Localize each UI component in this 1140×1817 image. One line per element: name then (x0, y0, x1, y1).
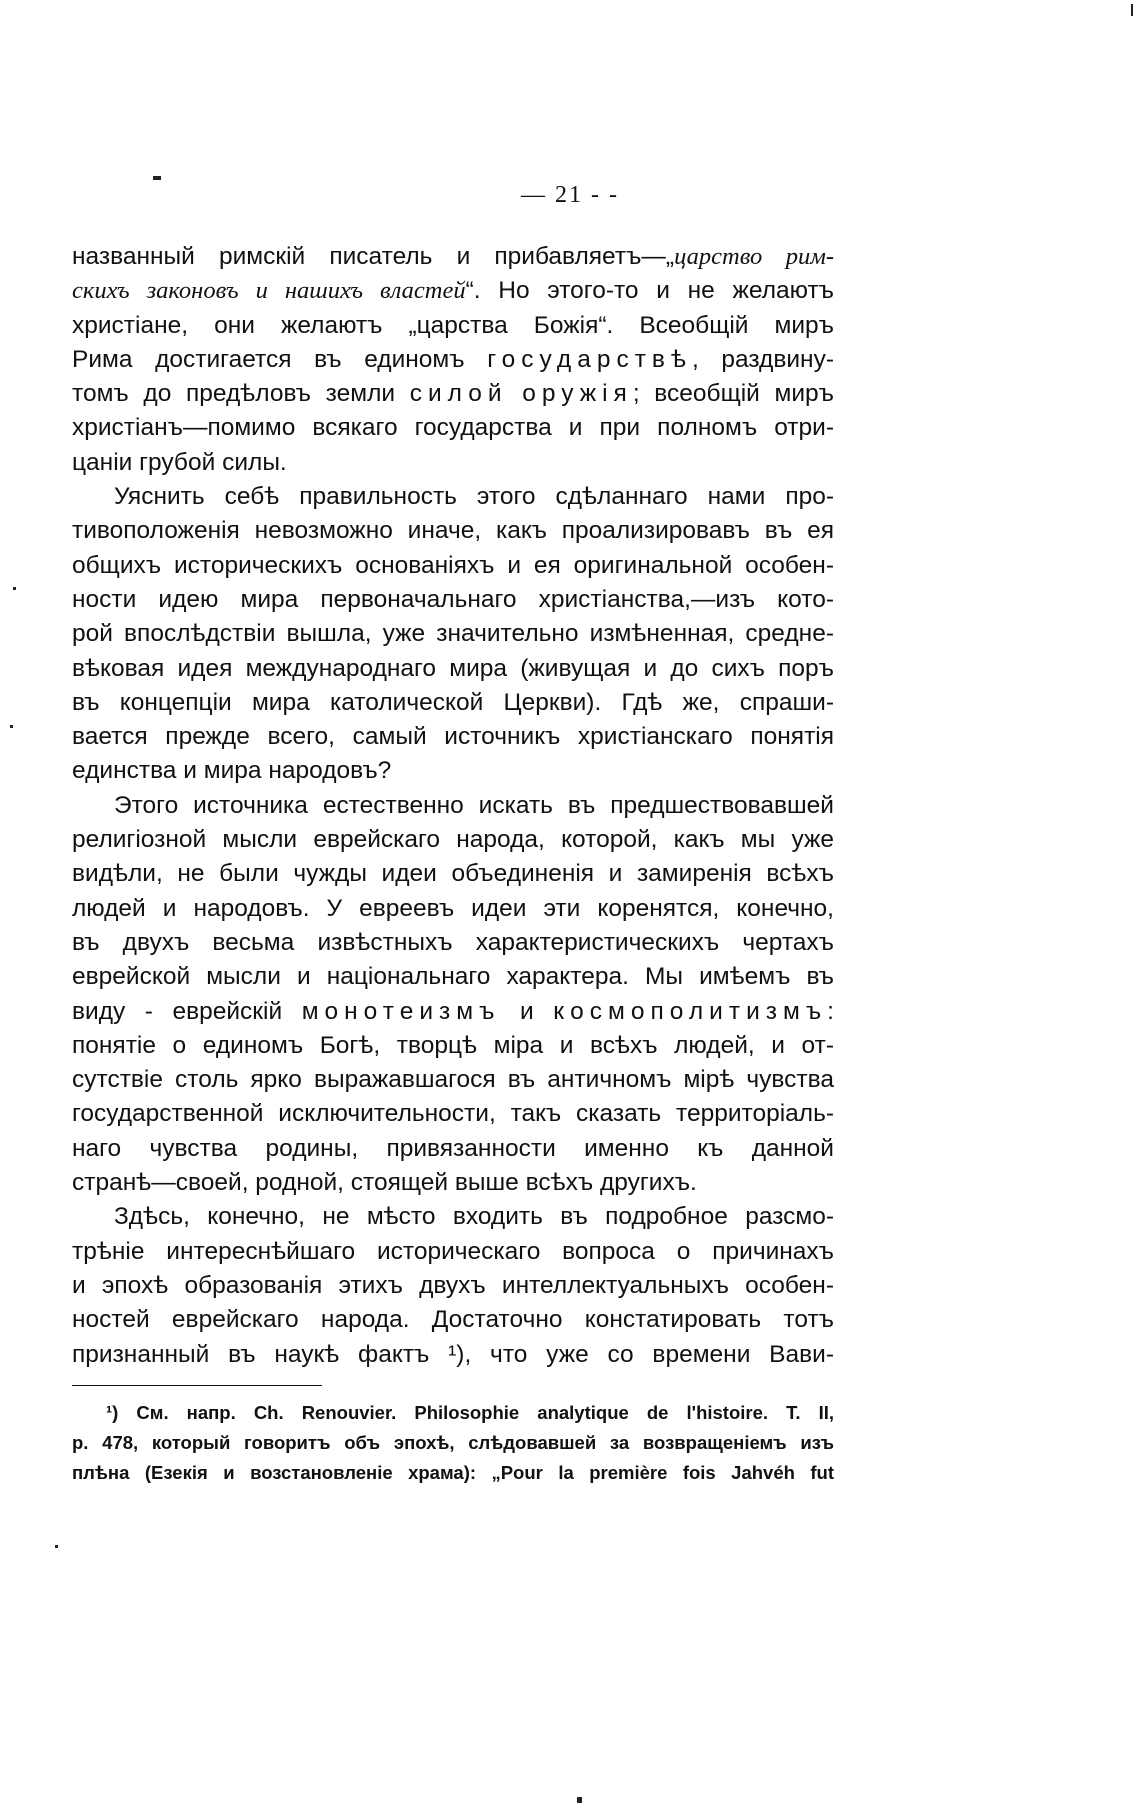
text-line: рой впослѣдствіи вышла, уже значительно измѣненная, средне- (72, 620, 834, 648)
footnote-divider (72, 1385, 322, 1386)
text-line: христіанъ—помимо всякаго государства и при полномъ отри- (72, 414, 834, 442)
text-line: скихъ законовъ и нашихъ властей“. Но этого-то и не желаютъ (72, 277, 834, 305)
text-line: людей и народовъ. У евреевъ идеи эти коренятся, конечно, (72, 894, 834, 922)
text-line: вѣковая идея международнаго мира (живущая и до сихъ поръ (72, 654, 834, 682)
text-line: сутствіе столь ярко выражавшагося въ античномъ мірѣ чувства (72, 1066, 834, 1094)
text-line: понятіе о единомъ Богѣ, творцѣ міра и всѣхъ людей, и от- (72, 1031, 834, 1059)
text-line: ностей еврейскаго народа. Достаточно констатировать тотъ (72, 1306, 834, 1334)
footnote-line: p. 478, который говоритъ объ эпохѣ, слѣдовавшей за возвращеніемъ изъ (72, 1432, 834, 1453)
text-line: въ двухъ весьма извѣстныхъ характеристическихъ чертахъ (72, 928, 834, 956)
text-line: наго чувства родины, привязанности именно къ данной (72, 1134, 834, 1162)
text-line: и эпохѣ образованія этихъ двухъ интеллектуальныхъ особен- (72, 1271, 834, 1299)
text-line: въ концепціи мира католической Церкви). Гдѣ же, спраши- (72, 688, 834, 716)
text-line: томъ до предѣловъ земли силой оружія; всеобщій миръ (72, 380, 834, 408)
page-number: — 21 - - (521, 182, 619, 208)
text-line: Уяснить себѣ правильность этого сдѣланнаго нами про- (114, 483, 834, 511)
text-line: тивоположенія невозможно иначе, какъ проализировавъ въ ея (72, 517, 834, 545)
text-line: трѣніе интереснѣйшаго историческаго вопроса о причинахъ (72, 1237, 834, 1265)
text-line: признанный въ наукѣ фактъ ¹), что уже со времени Вави- (72, 1340, 834, 1368)
text-line: христіане, они желаютъ „царства Божія“. Всеобщій миръ (72, 311, 834, 339)
scan-speck (55, 1545, 58, 1548)
scan-speck (10, 725, 13, 728)
text-line: религіозной мысли еврейскаго народа, которой, какъ мы уже (72, 826, 834, 854)
scan-speck (153, 176, 161, 180)
text-line: государственной исключительности, такъ сказать территоріаль- (72, 1100, 834, 1128)
text-line: ности идею мира первоначальнаго христіанства,—изъ кото- (72, 585, 834, 613)
footnotes (72, 1398, 834, 1488)
text-line: цаніи грубой силы. (72, 448, 287, 476)
footnote-line: ¹) См. напр. Ch. Renouvier. Philosophie analytique de l'histoire. T. II, (106, 1402, 834, 1423)
scan-speck (13, 587, 16, 590)
text-line: общихъ историческихъ основаніяхъ и ея оригинальной особен- (72, 551, 834, 579)
text-line: Рима достигается въ единомъ государствѣ, раздвину- (72, 345, 834, 373)
scan-speck (577, 1797, 582, 1803)
text-line: виду - еврейскій монотеизмъ и космополитизмъ: (72, 997, 834, 1025)
text-line: единства и мира народовъ? (72, 757, 392, 785)
text-line: Здѣсь, конечно, не мѣсто входить въ подробное разсмо- (114, 1203, 834, 1231)
text-line: еврейской мысли и національнаго характера. Мы имѣемъ въ (72, 963, 834, 991)
text-line: видѣли, не были чужды идеи объединенія и замиренія всѣхъ (72, 860, 834, 888)
text-line: Этого источника естественно искать въ предшествовавшей (114, 791, 834, 819)
footnote-line: плѣна (Езекія и возстановленіе храма): „Pour la première fois Jahvéh fut (72, 1462, 834, 1483)
text-line: странѣ—своей, родной, стоящей выше всѣхъ другихъ. (72, 1169, 697, 1197)
scan-speck (1131, 4, 1133, 16)
main-text (72, 240, 834, 1372)
text-line: названный римскій писатель и прибавляетъ—„царство рим- (72, 243, 834, 270)
text-line: вается прежде всего, самый источникъ христіанскаго понятія (72, 723, 834, 751)
